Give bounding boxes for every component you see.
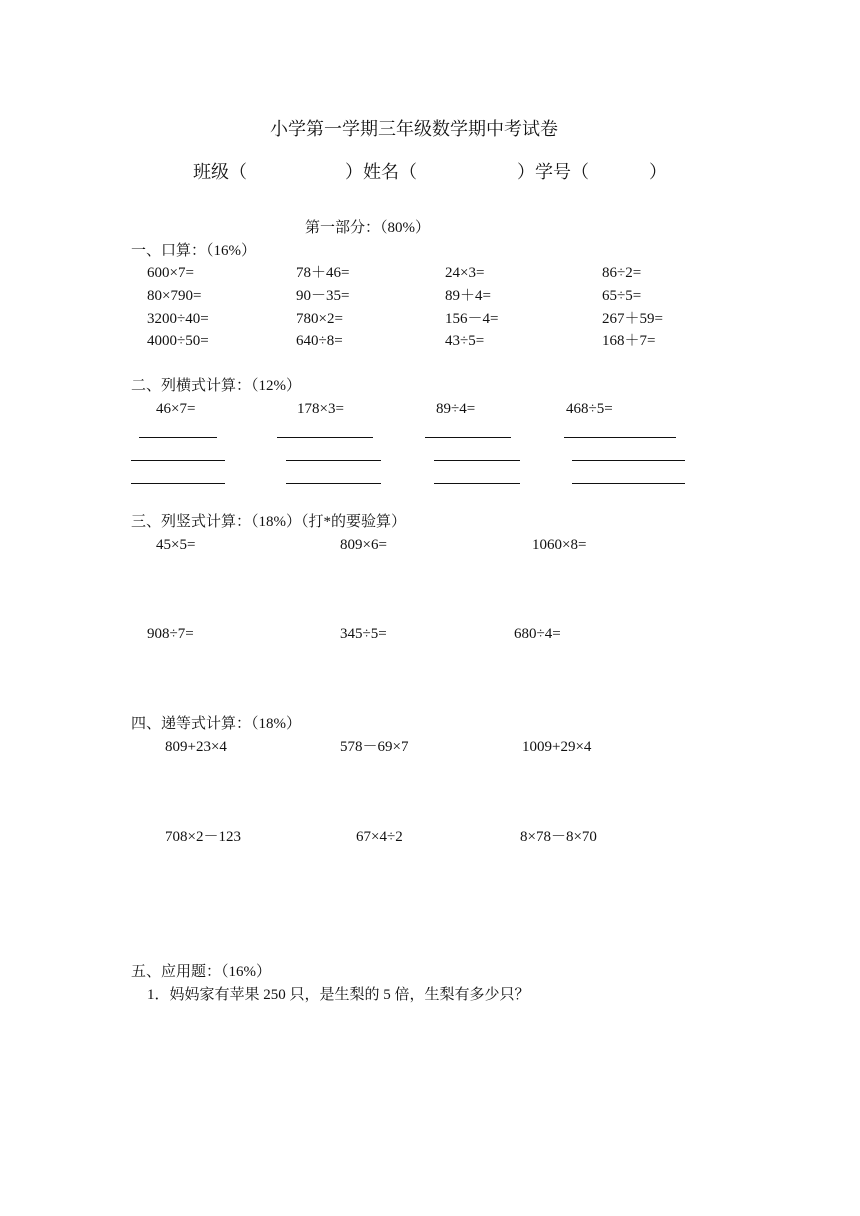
horizontal-item: 46×7= — [156, 401, 196, 417]
class-label: 班级（ — [193, 162, 247, 182]
oral-item: 156－4= — [445, 311, 499, 327]
oral-item: 3200÷40= — [147, 311, 209, 327]
answer-line[interactable] — [286, 460, 381, 461]
vertical-item: 680÷4= — [514, 626, 561, 642]
stepwise-item: 67×4÷2 — [356, 829, 403, 845]
oral-item: 168＋7= — [602, 333, 656, 349]
stepwise-item: 578－69×7 — [340, 739, 409, 755]
horizontal-item: 89÷4= — [436, 401, 476, 417]
section2-heading: 二、列横式计算：（12%） — [131, 378, 301, 394]
vertical-item: 809×6= — [340, 537, 387, 553]
horizontal-item: 178×3= — [297, 401, 344, 417]
vertical-item: 1060×8= — [532, 537, 587, 553]
oral-item: 86÷2= — [602, 265, 642, 281]
name-blank[interactable] — [425, 161, 517, 183]
student-id-label: ）学号（ — [517, 162, 589, 182]
oral-item: 4000÷50= — [147, 333, 209, 349]
answer-line[interactable] — [572, 460, 685, 461]
answer-line[interactable] — [434, 460, 520, 461]
section5-heading: 五、应用题：（16%） — [131, 964, 271, 980]
oral-item: 24×3= — [445, 265, 485, 281]
stepwise-item: 809+23×4 — [165, 739, 227, 755]
answer-line[interactable] — [131, 483, 225, 484]
answer-line[interactable] — [572, 483, 685, 484]
oral-item: 78＋46= — [296, 265, 350, 281]
stepwise-item: 708×2－123 — [165, 829, 241, 845]
class-blank[interactable] — [253, 161, 345, 183]
word-problem-1: 1．妈妈家有苹果 250 只，是生梨的 5 倍，生梨有多少只？ — [147, 987, 530, 1003]
section4-heading: 四、递等式计算：（18%） — [131, 716, 301, 732]
answer-line[interactable] — [425, 437, 511, 438]
student-id-close: ） — [649, 162, 667, 182]
oral-item: 780×2= — [296, 311, 343, 327]
name-label: ）姓名（ — [345, 162, 417, 182]
oral-item: 43÷5= — [445, 333, 485, 349]
exam-title: 小学第一学期三年级数学期中考试卷 — [270, 119, 558, 139]
answer-line[interactable] — [434, 483, 520, 484]
oral-item: 89＋4= — [445, 288, 491, 304]
stepwise-item: 8×78－8×70 — [520, 829, 597, 845]
section1-heading: 一、口算：（16%） — [131, 243, 256, 259]
part1-heading: 第一部分：（80%） — [305, 220, 430, 236]
oral-item: 65÷5= — [602, 288, 642, 304]
horizontal-item: 468÷5= — [566, 401, 613, 417]
vertical-item: 45×5= — [156, 537, 196, 553]
student-id-blank[interactable] — [597, 161, 649, 183]
oral-item: 600×7= — [147, 265, 194, 281]
section3-heading: 三、列竖式计算：（18%）（打*的要验算） — [131, 514, 406, 530]
vertical-item: 908÷7= — [147, 626, 194, 642]
vertical-item: 345÷5= — [340, 626, 387, 642]
stepwise-item: 1009+29×4 — [522, 739, 592, 755]
answer-line[interactable] — [286, 483, 381, 484]
answer-line[interactable] — [139, 437, 217, 438]
answer-line[interactable] — [131, 460, 225, 461]
oral-item: 640÷8= — [296, 333, 343, 349]
answer-line[interactable] — [564, 437, 676, 438]
answer-line[interactable] — [277, 437, 373, 438]
oral-item: 267＋59= — [602, 311, 663, 327]
oral-item: 80×790= — [147, 288, 202, 304]
oral-item: 90－35= — [296, 288, 350, 304]
